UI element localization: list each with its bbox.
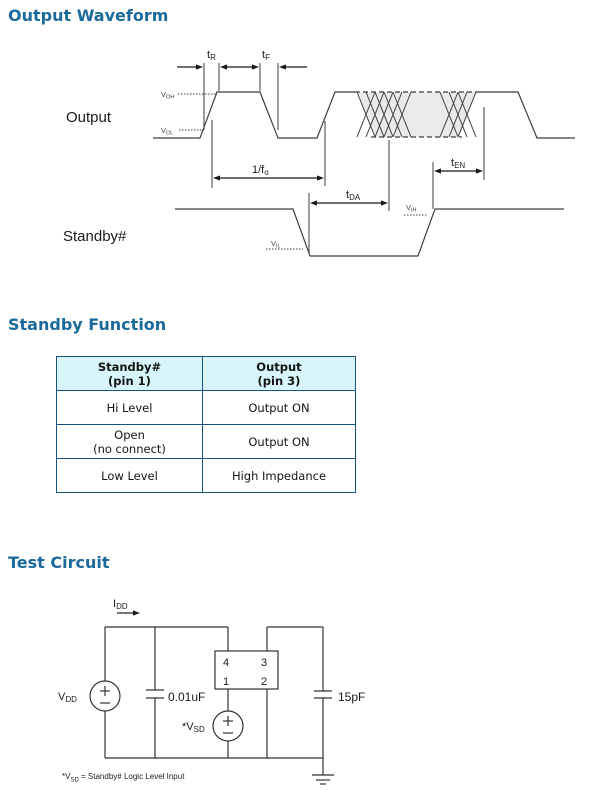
idd-label: IDD xyxy=(113,598,128,611)
vsd-label: *VSD xyxy=(182,721,205,734)
output-waveform-diagram xyxy=(0,38,602,290)
cell-output-on-2: Output ON xyxy=(203,425,356,459)
cell-standby-open: Open (no connect) xyxy=(57,425,203,459)
section-heading-standby-function: Standby Function xyxy=(8,315,167,334)
standby-waveform-trace xyxy=(175,209,564,256)
output-period-label: 1/fo xyxy=(252,164,269,177)
ic-pin4-label: 4 xyxy=(223,657,230,669)
circuit-wires xyxy=(105,627,323,758)
test-circuit-diagram xyxy=(0,588,602,795)
t-enable-label: tEN xyxy=(451,157,466,170)
output-signal-label: Output xyxy=(66,109,112,126)
table-header-standby-pin1: Standby# (pin 1) xyxy=(57,357,203,391)
table-header-row xyxy=(57,357,356,391)
t-fall-label: tF xyxy=(262,49,270,62)
vol-level-label: $V_{OL}$ xyxy=(161,126,174,137)
bypass-cap-value-label: 0.01uF xyxy=(168,690,206,704)
t-disable-label: tDA xyxy=(346,189,361,202)
section-heading-test-circuit: Test Circuit xyxy=(8,553,110,572)
vdd-label: VDD xyxy=(58,691,77,704)
table-row xyxy=(57,391,356,425)
ic-pin1-label: 1 xyxy=(223,676,230,688)
vil-level-label: $V_{IL}$ xyxy=(271,239,281,250)
load-capacitor xyxy=(314,691,332,698)
cell-output-on-1: Output ON xyxy=(203,391,356,425)
standby-function-table xyxy=(56,356,356,493)
section-heading-output-waveform: Output Waveform xyxy=(8,6,169,25)
hatch-region xyxy=(355,92,478,137)
vsd-source xyxy=(213,711,243,741)
standby-signal-label: Standby# xyxy=(63,228,127,245)
vsd-footnote: $*V_{SD}$ = Standby# Logic Level Input xyxy=(62,772,185,784)
ic-pin3-label: 3 xyxy=(261,657,268,669)
ground-symbol xyxy=(312,758,334,784)
table-row xyxy=(57,459,356,493)
ic-pin2-label: 2 xyxy=(261,676,268,688)
vdd-source xyxy=(90,681,120,711)
cell-standby-hi-level: Hi Level xyxy=(57,391,203,425)
voh-level-label: $V_{OH}$ xyxy=(161,90,175,101)
vih-level-label: $V_{IH}$ xyxy=(406,203,417,214)
t-rise-label: tR xyxy=(207,49,216,62)
table-row xyxy=(57,425,356,459)
bypass-capacitor xyxy=(146,690,164,698)
idd-current-arrow xyxy=(117,610,140,615)
cell-standby-low-level: Low Level xyxy=(57,459,203,493)
table-header-output-pin3: Output (pin 3) xyxy=(203,357,356,391)
load-cap-value-label: 15pF xyxy=(338,690,366,704)
cell-output-high-impedance: High Impedance xyxy=(203,459,356,493)
